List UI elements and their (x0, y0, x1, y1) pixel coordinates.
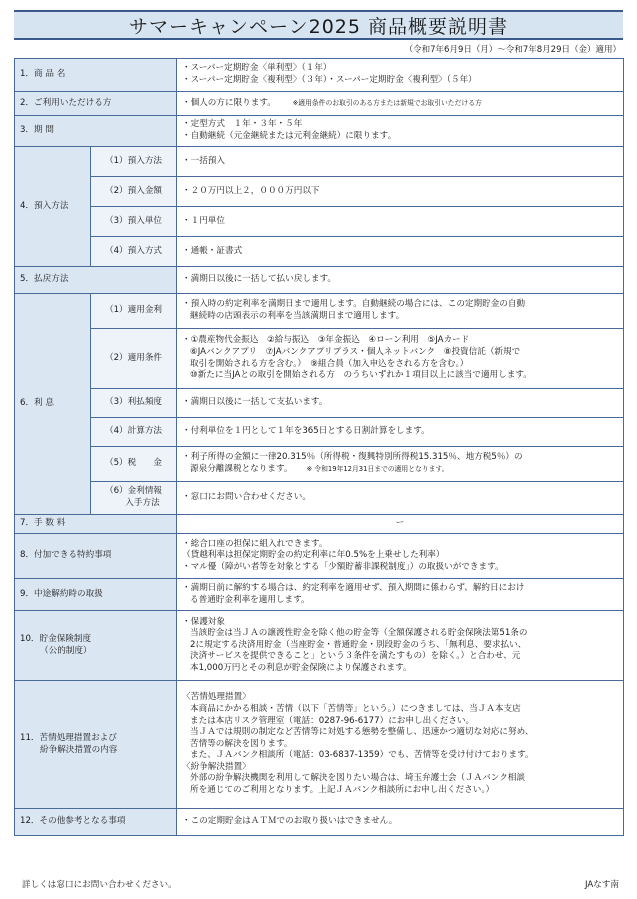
row-calculation (15, 418, 624, 447)
row-label: 3．期 間 (15, 116, 177, 147)
sub-label: （6）金利情報 入手方法 (91, 482, 177, 515)
sub-label: （3）利払頻度 (91, 389, 177, 418)
row-content: ・満期日以後に一括して払い戻します。 (177, 267, 624, 294)
row-label: 4．預入方法 (15, 147, 91, 267)
sub-label: （1）適用金利 (91, 294, 177, 329)
product-summary-table (14, 58, 624, 836)
row-content: ・保護対象 当該貯金は当ＪＡの譲渡性貯金を除く他の貯金等（全額保護される貯金保険法第51条の 2に規定する決済用貯金（当座貯金・普通貯金・別段貯金のうち、「無利息、要求払い、 決済サービスを提供できること」という３条件を満たすもの）を除く。）と合わせ、元 本1,000万円とその利息が貯金保険により保護されます。 (177, 611, 624, 681)
row-withdrawal (15, 267, 624, 294)
row-deposit-unit (15, 207, 624, 237)
row-content: ・利子所得の金額に一律20.315％（所得税・復興特別所得税15.315％、地方税5％）の 源泉分離課税となります。 ※ 令和19年12月31日までの適用となります。 (177, 447, 624, 482)
row-tax (15, 447, 624, 482)
row-conditions (15, 329, 624, 389)
row-special-terms (15, 534, 624, 579)
page-title: サマーキャンペーン2025 商品概要説明書 (14, 10, 623, 40)
row-deposit-method (15, 147, 624, 177)
sub-label: （3）預入単位 (91, 207, 177, 237)
row-rate-info (15, 482, 624, 515)
row-interest-rate (15, 294, 624, 329)
row-label: 9．中途解約時の取扱 (15, 579, 177, 611)
row-label: 8．付加できる特約事項 (15, 534, 177, 579)
row-content: ・スーパー定期貯金〈単利型〉（１年） ・スーパー定期貯金〈複利型〉（３年）・スーパー定期貯金〈複利型〉（５年） (177, 59, 624, 92)
row-content: ・窓口にお問い合わせください。 (177, 482, 624, 515)
row-payment-frequency (15, 389, 624, 418)
row-content: ・１円単位 (177, 207, 624, 237)
row-content: ・通帳・証書式 (177, 237, 624, 267)
sub-label: （4）計算方法 (91, 418, 177, 447)
row-content: ・２０万円以上２，０００万円以下 (177, 177, 624, 207)
row-deposit-amount (15, 177, 624, 207)
row-content: ・この定期貯金はＡＴＭでのお取り扱いはできません。 (177, 809, 624, 836)
row-content: ・①農産物代金振込 ②給与振込 ③年金振込 ④ローン利用 ⑤JAカード ⑥JAバンクアプリ ⑦JAバンクアプリプラス・個人ネットバンク ⑧投資信託（新規で 取引を開始される方を含む。） ⑨組合員（加入申込をされる方を含む。） ⑩新たに当JAとの取引を開始される方 のうちいずれか１項目以上に該当で適用します。 (177, 329, 624, 389)
row-content: 〈苦情処理措置〉 本商品にかかる相談・苦情（以下「苦情等」という。）につきましては、当ＪＡ本支店 または本店リスク管理室（電話：0287-96-6177）にお申し出ください。 当ＪＡでは規則の制定など苦情等に対処する態勢を整備し、迅速かつ適切な対応に努め、 苦情等の解決を図ります。 また、ＪＡバンク相談所（電話：03-6837-1359）でも、苦情等を受け付けております。 〈紛争解決措置〉 外部の紛争解決機関を利用して解決を図りたい場合は、埼玉弁護士会（ＪＡバンク相談 所を通じてのご利用となります。上記ＪＡバンク相談所にお申し出ください。） (177, 681, 624, 809)
row-product-name (15, 59, 624, 92)
note: ※ 令和19年12月31日までの適用となります。 (306, 465, 449, 473)
row-content: ・満期日以後に一括して支払います。 (177, 389, 624, 418)
row-content: ・個人の方に限ります。 ※適用条件のお取引のある方または新規でお取引いただける方 (177, 92, 624, 116)
sub-label: （1）預入方法 (91, 147, 177, 177)
row-content: ・総合口座の担保に組入れできます。 （貸越利率は担保定期貯金の約定利率に年0.5%を上乗せした利率） ・マル優（障がい者等を対象とする「少額貯蓄非課税制度」）の取扱いができます。 (177, 534, 624, 579)
row-label: 5．払戻方法 (15, 267, 177, 294)
sub-label: （2）適用条件 (91, 329, 177, 389)
row-early-cancel (15, 579, 624, 611)
row-label: 6．利 息 (15, 294, 91, 515)
sub-label: （5）税 金 (91, 447, 177, 482)
row-deposit-form (15, 237, 624, 267)
applicable-period: （令和7年6月9日（月）～令和7年8月29日（金）適用） (404, 45, 621, 55)
footer-note: 詳しくは窓口にお問い合わせください。 (22, 880, 177, 890)
row-label: 1．商 品 名 (15, 59, 177, 92)
row-content: ・預入時の約定利率を満期日まで適用します。自動継続の場合には、この定期貯金の自動 継続時の店頭表示の利率を当該満期日まで適用します。 (177, 294, 624, 329)
row-content: ー (177, 515, 624, 534)
row-complaints (15, 681, 624, 809)
row-label: 2．ご利用いただける方 (15, 92, 177, 116)
row-content: ・一括預入 (177, 147, 624, 177)
row-content: ・満期日前に解約する場合は、約定利率を適用せず、預入期間に係わらず、解約日におけ る普通貯金利率を適用します。 (177, 579, 624, 611)
row-other (15, 809, 624, 836)
row-content: ・定型方式 １年・３年・５年 ・自動継続（元金継続または元利金継続）に限ります。 (177, 116, 624, 147)
row-label: 12．その他参考となる事項 (15, 809, 177, 836)
note: ※適用条件のお取引のある方または新規でお取引いただける方 (292, 98, 482, 107)
footer-brand: JAなす南 (584, 880, 619, 890)
row-label: 10．貯金保険制度 （公的制度） (15, 611, 177, 681)
row-content: ・付利単位を１円として１年を365日とする日割計算をします。 (177, 418, 624, 447)
row-fee (15, 515, 624, 534)
row-deposit-insurance (15, 611, 624, 681)
sub-label: （2）預入金額 (91, 177, 177, 207)
row-eligible (15, 92, 624, 116)
row-period (15, 116, 624, 147)
sub-label: （4）預入方式 (91, 237, 177, 267)
row-label: 11．苦情処理措置および 紛争解決措置の内容 (15, 681, 177, 809)
row-label: 7．手 数 料 (15, 515, 177, 534)
